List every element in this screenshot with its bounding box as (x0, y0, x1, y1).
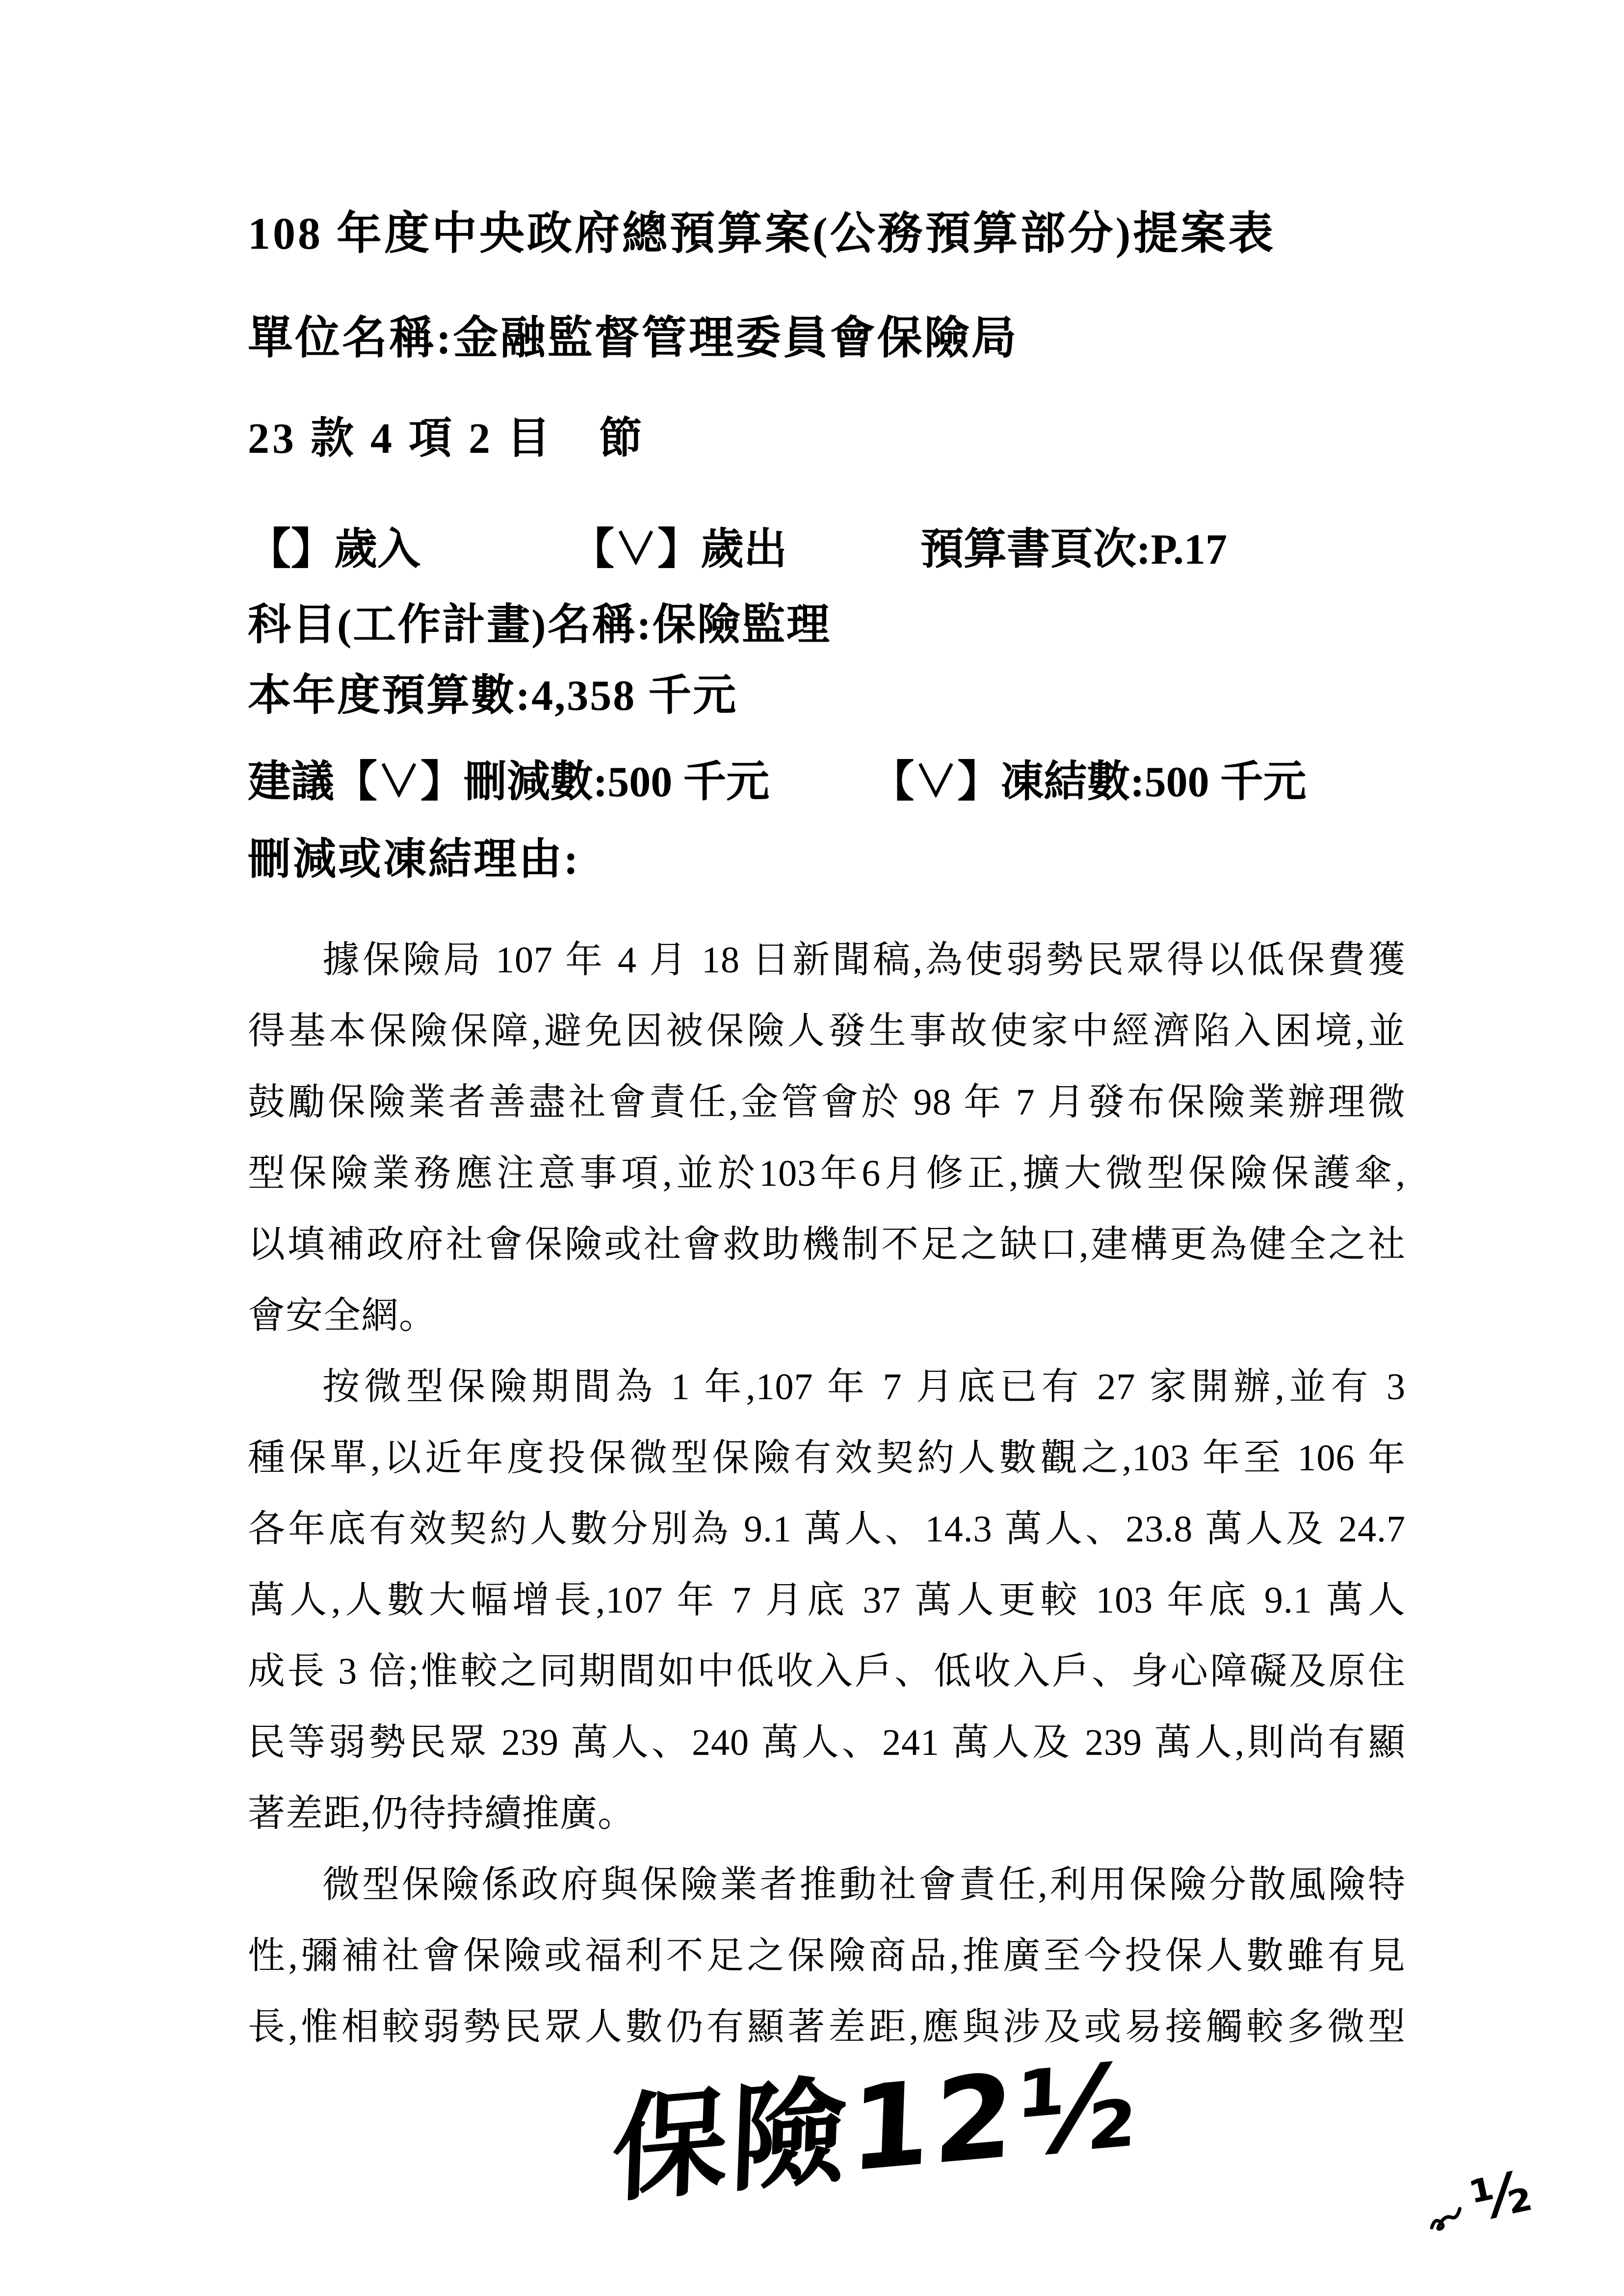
paragraph-line: 以填補政府社會保險或社會救助機制不足之缺口,建構更為健全之社 (248, 1224, 1406, 1265)
paragraph-line: 性,彌補社會保險或福利不足之保險商品,推廣至今投保人數雖有見 (248, 1935, 1406, 1977)
budget-type-row (248, 515, 1406, 576)
paragraph-line: 民等弱勢民眾 239 萬人、240 萬人、241 萬人及 239 萬人,則尚有顯 (248, 1722, 1406, 1763)
paragraph-line: 據保險局 107 年 4 月 18 日新聞稿,為使弱勢民眾得以低保費獲 (322, 939, 1406, 981)
reason-label: 刪減或凍結理由: (248, 836, 580, 884)
annual-budget-line: 本年度預算數:4,358 千元 (248, 672, 738, 720)
corner-squiggle-icon (1425, 2198, 1475, 2236)
paragraph-line: 萬人,人數大幅增長,107 年 7 月底 37 萬人更較 103 年底 9.1 萬人 (248, 1580, 1406, 1621)
expenditure-checkbox: 【∨】歲出 (571, 526, 787, 574)
handwritten-stamp-note: 保險12½ (610, 2037, 1143, 2219)
document-title: 108 年度中央政府總預算案(公務預算部分)提案表 (248, 209, 1276, 259)
subject-line: 科目(工作計畫)名稱:保險監理 (248, 601, 831, 649)
paragraph-line: 微型保險係政府與保險業者推動社會責任,利用保險分散風險特 (322, 1864, 1406, 1905)
paragraph-line: 得基本保險保障,避免因被保險人發生事故使家中經濟陷入困境,並 (248, 1011, 1406, 1052)
paragraph-line: 著差距,仍待持續推廣。 (248, 1793, 635, 1834)
budget-page-ref: 預算書頁次:P.17 (920, 526, 1228, 574)
paragraph-line: 按微型保險期間為 1 年,107 年 7 月底已有 27 家開辦,並有 3 (322, 1366, 1406, 1408)
budget-section-line: 23 款 4 項 2 目 節 (248, 415, 646, 463)
page-corner-note (1419, 2158, 1536, 2244)
cut-amount-checkbox: 建議【∨】刪減數:500 千元 (248, 758, 770, 806)
paragraph-line: 會安全網。 (248, 1295, 437, 1336)
freeze-amount-checkbox: 【∨】凍結數:500 千元 (871, 758, 1307, 806)
paragraph-line: 成長 3 倍;惟較之同期間如中低收入戶、低收入戶、身心障礙及原住 (248, 1651, 1406, 1692)
paragraph-line: 長,惟相較弱勢民眾人數仍有顯著差距,應與涉及或易接觸較多微型 (248, 2007, 1406, 2048)
paragraph-line: 型保險業務應注意事項,並於103年6月修正,擴大微型保險保護傘, (248, 1153, 1406, 1194)
page-corner-note-text: ½ (1466, 2158, 1537, 2235)
paragraph-line: 各年底有效契約人數分別為 9.1 萬人、14.3 萬人、23.8 萬人及 24.7 (248, 1509, 1406, 1550)
reason-body (248, 925, 1406, 2063)
paragraph-line: 鼓勵保險業者善盡社會責任,金管會於 98 年 7 月發布保險業辦理微 (248, 1082, 1406, 1123)
document-content (248, 211, 1406, 2063)
unit-name-line: 單位名稱:金融監督管理委員會保險局 (248, 313, 1019, 363)
paragraph-line: 種保單,以近年度投保微型保險有效契約人數觀之,103 年至 106 年 (248, 1437, 1406, 1479)
revenue-checkbox: 【】歲入 (248, 526, 421, 574)
proposal-row (248, 747, 1406, 809)
